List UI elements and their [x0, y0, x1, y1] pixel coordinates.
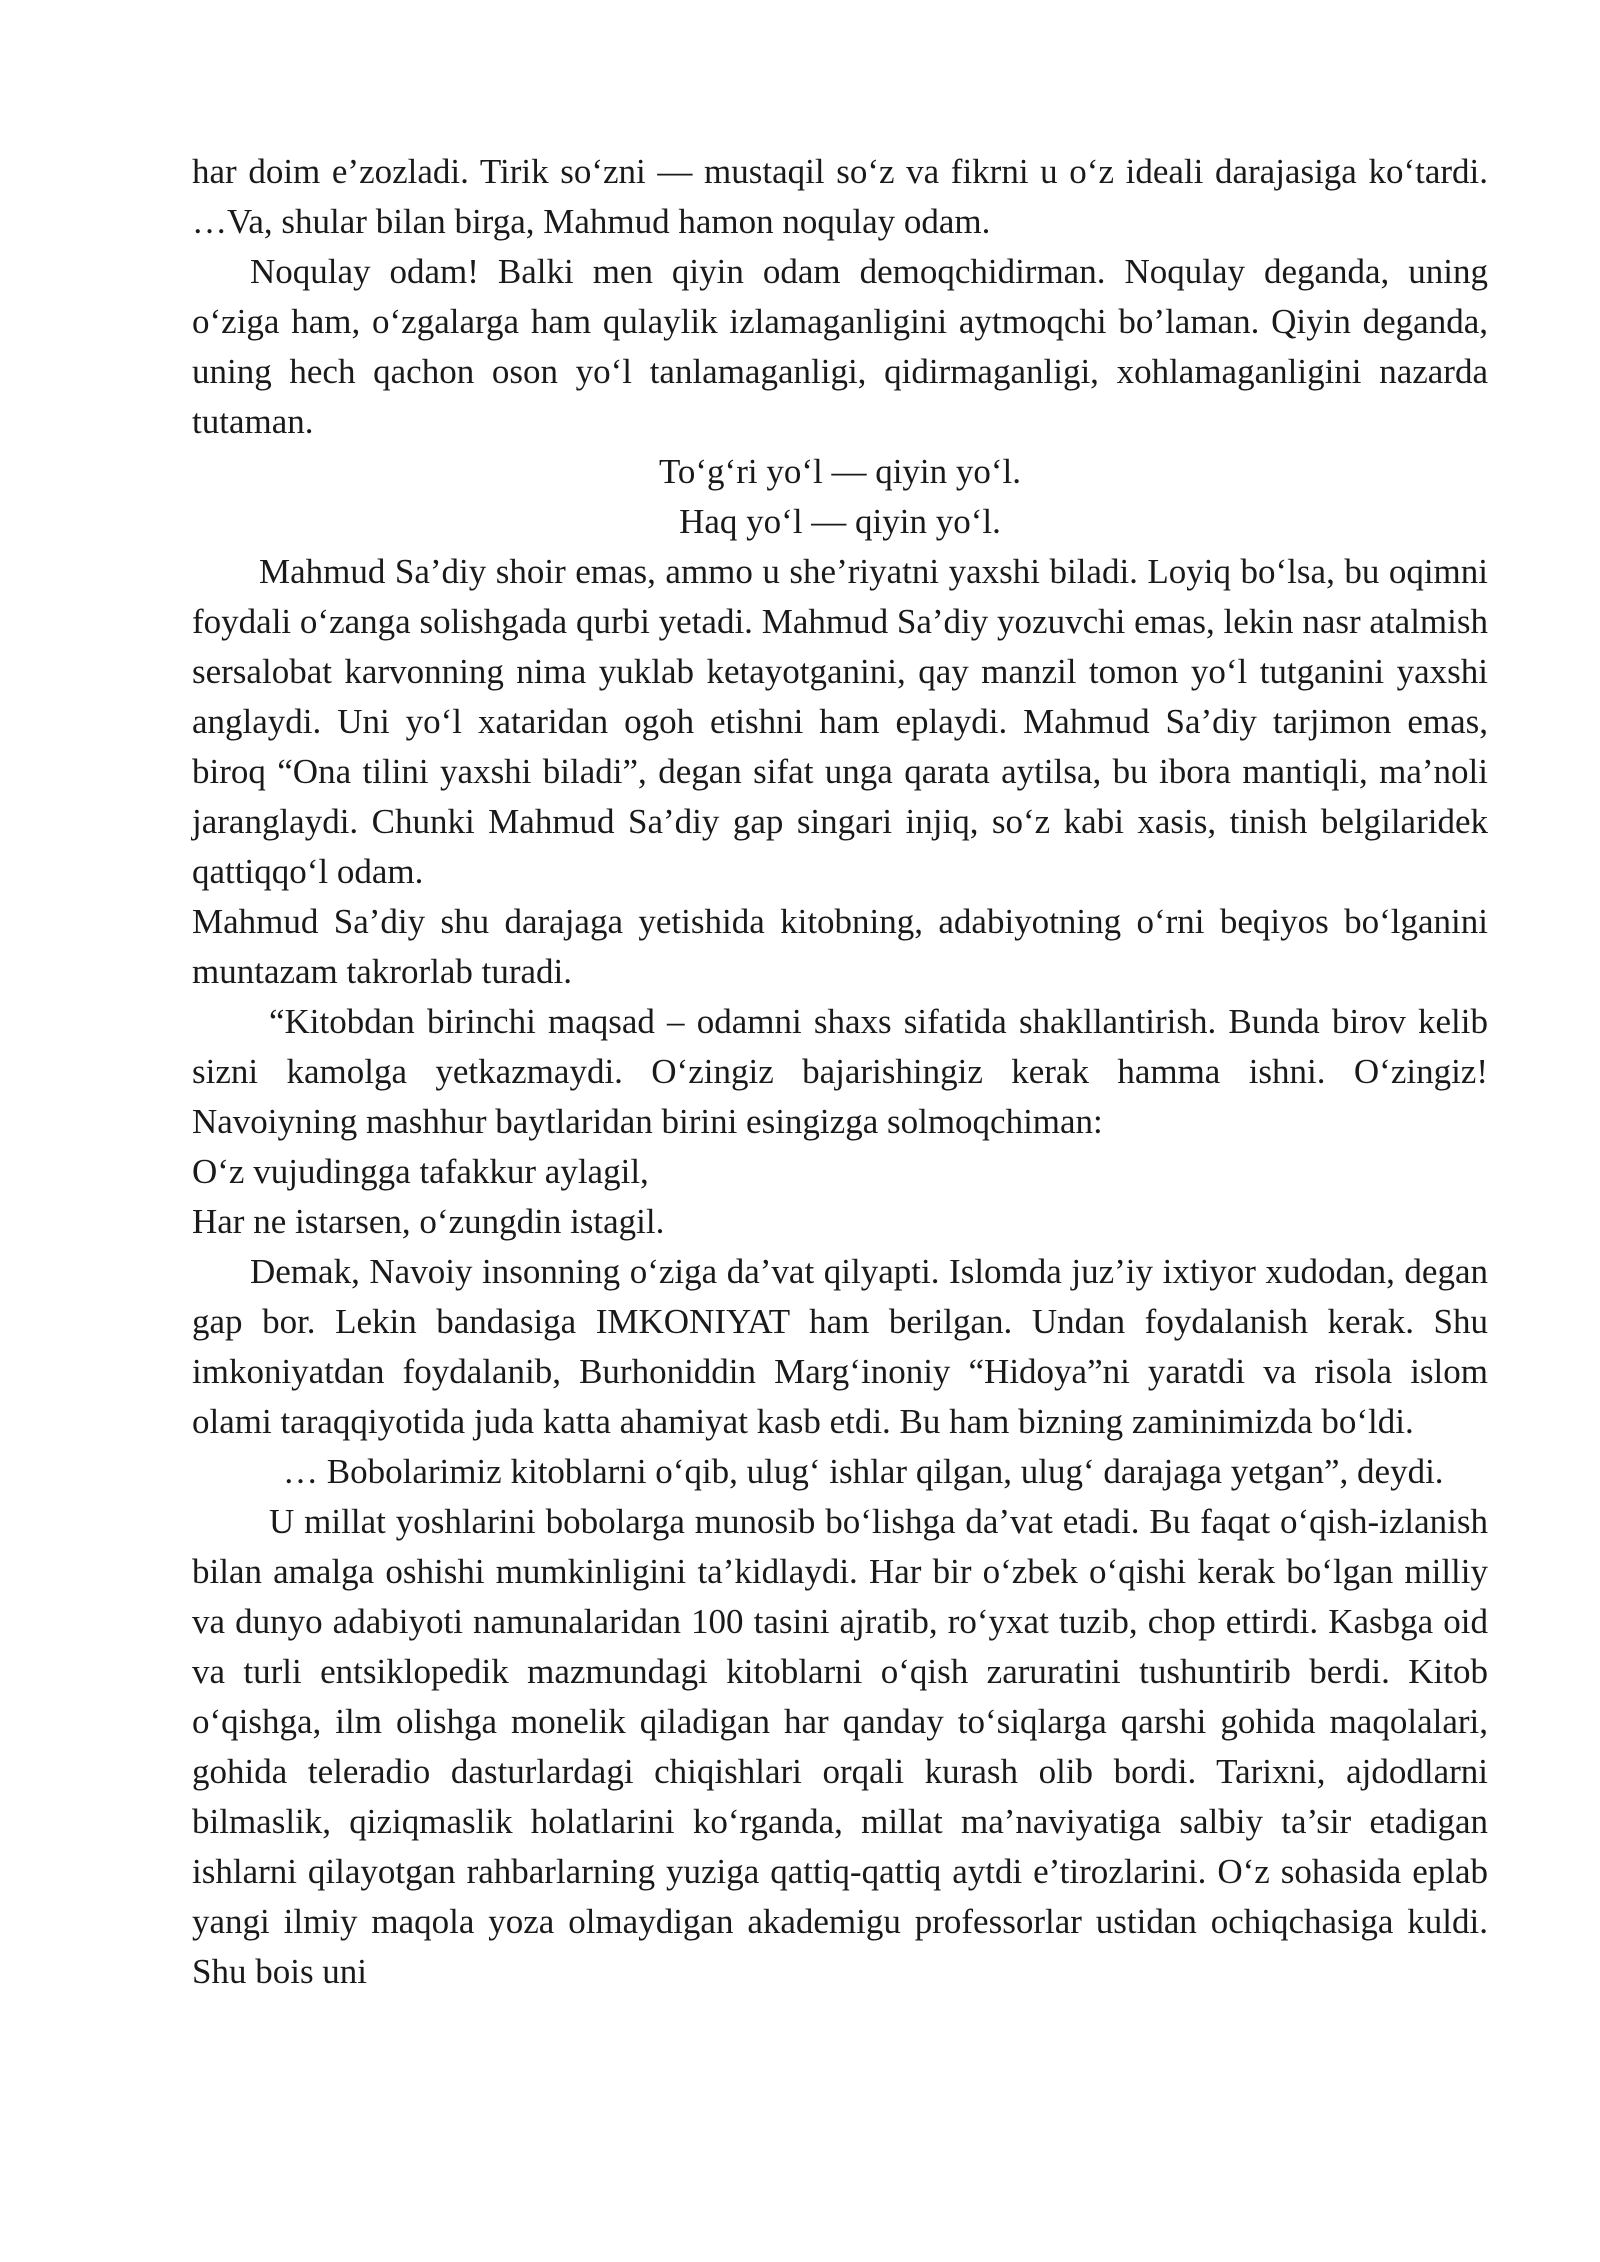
paragraph-mahmud-sadiy-shoir: Mahmud Sa’diy shoir emas, ammo u she’riyatni yaxshi biladi. Loyiq bo‘lsa, bu oqimni foydali o‘zanga solishgada qurbi yetadi. Mahmud Sa’diy yozuvchi emas, lekin nasr atalmish sersalobat karvonning nima yuklab ketayotganini, qay manzil tomon yo‘l tutganini yaxshi anglaydi. Uni yo‘l xataridan ogoh etishni ham eplaydi. Mahmud Sa’diy tarjimon emas, biroq “Ona tilini yaxshi biladi”, degan sifat unga qarata aytilsa, bu ibora mantiqli, ma’noli jaranglaydi. Chunki Mahmud Sa’diy gap singari injiq, so‘z kabi xasis, tinish belgilaridek qattiqqo‘l odam.	[192, 552, 1488, 891]
verse-line-2: Har ne istarsen, o‘zungdin istagil.	[192, 1202, 665, 1241]
paragraph-kitob-orni: Mahmud Sa’diy shu darajaga yetishida kitobning, adabiyotning o‘rni beqiyos bo‘lganini muntazam takrorlab turadi.	[192, 902, 1488, 991]
document-page	[192, 147, 1488, 1997]
centered-line-haq-yol: Haq yo‘l — qiyin yo‘l.	[679, 502, 1001, 541]
centered-line-togri-yol: To‘g‘ri yo‘l — qiyin yo‘l.	[658, 452, 1022, 491]
verse-line-1: O‘z vujudingga tafakkur aylagil,	[192, 1152, 649, 1191]
paragraph-demak-navoiy: Demak, Navoiy insonning o‘ziga da’vat qilyapti. Islomda juz’iy ixtiyor xudodan, degan gap bor. Lekin bandasiga IMKONIYAT ham berilgan. Undan foydalanish kerak. Shu imkoniyatdan foydalanib, Burhoniddin Marg‘inoniy “Hidoya”ni yaratdi va risola islom olami taraqqiyotida juda katta ahamiyat kasb etdi. Bu ham bizning zaminimizda bo‘ldi.	[192, 1252, 1488, 1441]
paragraph-quote-kitobdan: “Kitobdan birinchi maqsad – odamni shaxs sifatida shakllantirish. Bunda birov kelib sizni kamolga yetkazmaydi. O‘zingiz bajarishingiz kerak hamma ishni. O‘zingiz! Navoiyning mashhur baytlaridan birini esingizga solmoqchiman:	[192, 1002, 1488, 1141]
paragraph-millat-yoshlari: U millat yoshlarini bobolarga munosib bo‘lishga da’vat etadi. Bu faqat o‘qish-izlanish bilan amalga oshishi mumkinligini ta’kidlaydi. Har bir o‘zbek o‘qishi kerak bo‘lgan milliy va dunyo adabiyoti namunalaridan 100 tasini ajratib, ro‘yxat tuzib, chop ettirdi. Kasbga oid va turli entsiklopedik mazmundagi kitoblarni o‘qish zaruratini tushuntirib berdi. Kitob o‘qishga, ilm olishga monelik qiladigan har qanday to‘siqlarga qarshi gohida maqolalari, gohida teleradio dasturlardagi chiqishlari orqali kurash olib bordi. Tarixni, ajdodlarni bilmaslik, qiziqmaslik holatlarini ko‘rganda, millat ma’naviyatiga salbiy ta’sir etadigan ishlarni qilayotgan rahbarlarning yuziga qattiq-qattiq aytdi e’tirozlarini. O‘z sohasida eplab yangi ilmiy maqola yoza olmaydigan akademigu professorlar ustidan ochiqchasiga kuldi. Shu bois uni	[192, 1502, 1488, 1991]
paragraph-continuation: har doim e’zozladi. Tirik so‘zni — mustaqil so‘z va fikrni u o‘z ideali darajasiga ko‘tardi. …Va, shular bilan birga, Mahmud hamon noqulay odam.	[192, 152, 1488, 241]
paragraph-noqulay-odam: Noqulay odam! Balki men qiyin odam demoqchidirman. Noqulay deganda, uning o‘ziga ham, o‘zgalarga ham qulaylik izlamaganligini aytmoqchi bo’laman. Qiyin deganda, uning hech qachon oson yo‘l tanlamaganligi, qidirmaganligi, xohlamaganligini nazarda tutaman.	[192, 252, 1488, 441]
paragraph-bobolarimiz: … Bobolarimiz kitoblarni o‘qib, ulug‘ ishlar qilgan, ulug‘ darajaga yetgan”, deydi.	[283, 1452, 1444, 1491]
